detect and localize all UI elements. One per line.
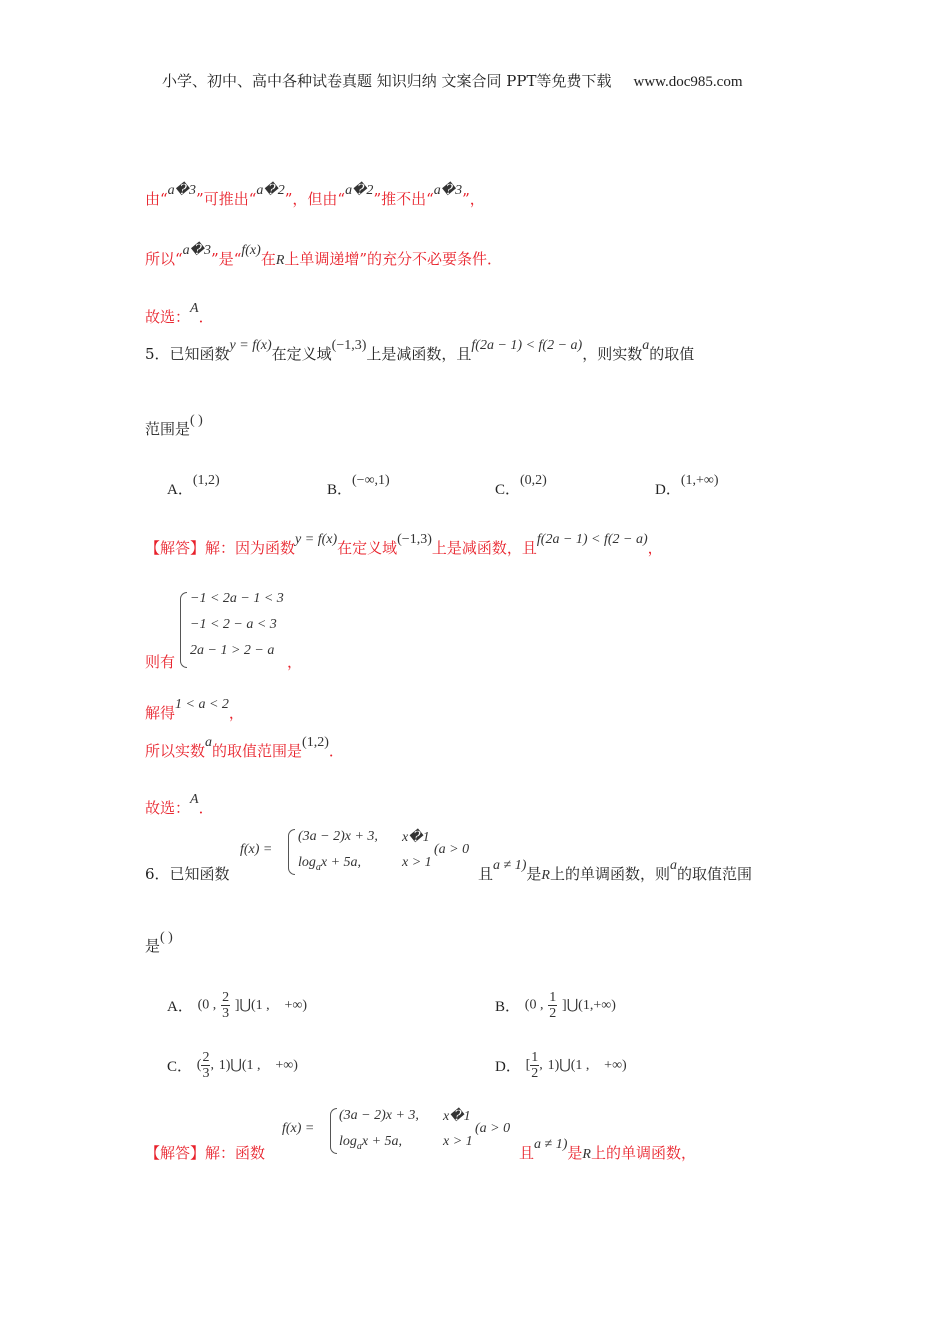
q6-acond: (a > 0 <box>434 842 470 857</box>
text: 解：函数 <box>205 1144 266 1162</box>
math: a <box>205 735 213 750</box>
text: ”可推出“ <box>196 190 257 208</box>
q6-option-a[interactable] <box>167 990 307 1021</box>
math: , <box>539 1057 543 1073</box>
math: (1,2) <box>302 735 329 750</box>
text: 则有 <box>145 653 176 671</box>
a6-tail <box>519 1137 696 1163</box>
page-header <box>162 70 743 91</box>
math: y = f(x) <box>295 532 338 547</box>
math: R <box>541 868 550 883</box>
option-label: A． <box>167 482 193 498</box>
text: 故选： <box>145 308 191 326</box>
math: ]⋃(1,+∞) <box>562 998 616 1013</box>
text: ， <box>647 539 663 557</box>
a6-fx: f(x) = <box>282 1121 315 1136</box>
text: 且 <box>478 865 494 883</box>
math: [ <box>525 1057 531 1073</box>
math: a ≠ 1) <box>493 858 527 873</box>
denominator: 3 <box>222 1006 230 1021</box>
option-value: (0,2) <box>520 473 547 488</box>
prev-line-3 <box>145 301 214 327</box>
q5-option-d[interactable] <box>655 473 719 499</box>
text: 的取值范围 <box>676 865 752 883</box>
text: 所以实数 <box>145 742 206 760</box>
system-row: −1 < 2a − 1 < 3 <box>190 591 284 606</box>
q6-stem-tail <box>478 858 752 884</box>
piecewise-brace <box>288 829 295 875</box>
numerator: 2 <box>202 1050 210 1065</box>
math: a�2 <box>345 183 374 198</box>
fraction <box>530 1050 539 1081</box>
math: log <box>298 855 316 870</box>
text: 解：因为函数 <box>205 539 296 557</box>
text: ”，但由“ <box>284 190 346 208</box>
q6-option-d[interactable] <box>495 1050 627 1081</box>
text: 上是减函数，且 <box>366 345 472 363</box>
option-value: (1,+∞) <box>680 473 719 488</box>
math: log <box>339 1134 357 1149</box>
math: +∞) <box>604 1057 627 1073</box>
math: f(2a − 1) < f(2 − a) <box>471 338 583 353</box>
prev-line-1 <box>145 183 485 209</box>
header-text: 小学、初中、高中各种试卷真题 知识归纳 文案合同 PPT等免费下载 <box>162 72 612 90</box>
q5-stem-line2 <box>145 413 203 439</box>
system-row: 2a − 1 > 2 − a <box>190 643 275 658</box>
q5-option-a[interactable] <box>167 473 220 499</box>
a6-acond: (a > 0 <box>475 1121 511 1136</box>
math: a ≠ 1) <box>534 1137 568 1152</box>
text: 由“ <box>145 190 168 208</box>
math: (0 , <box>197 997 217 1013</box>
math: (−1,3) <box>331 338 367 353</box>
denominator: 2 <box>549 1006 557 1021</box>
math: +∞) <box>275 1057 298 1073</box>
q6-option-c[interactable] <box>167 1050 298 1081</box>
text: 故选： <box>145 799 191 817</box>
a5-solve <box>145 697 244 723</box>
text: 上单调递增”的充分不必要条件． <box>284 250 503 268</box>
system-row: −1 < 2 − a < 3 <box>190 617 277 632</box>
text: ． <box>198 799 214 817</box>
math: ( <box>196 1057 202 1073</box>
math: y = f(x) <box>229 338 272 353</box>
answer-tag: 【解答】 <box>145 539 206 557</box>
numerator: 1 <box>549 990 557 1005</box>
q6-case1: (3a − 2)x + 3, <box>298 829 378 844</box>
q5-option-c[interactable] <box>495 473 547 499</box>
system-brace <box>180 592 187 668</box>
piecewise-brace <box>330 1108 337 1154</box>
math: a�3 <box>182 243 212 258</box>
math: R <box>582 1147 591 1162</box>
a6-cond2: x > 1 <box>443 1134 473 1149</box>
text: ． <box>328 742 344 760</box>
a6-case2 <box>339 1134 402 1152</box>
text: 在定义域 <box>271 345 332 363</box>
text: ”推不出“ <box>373 190 434 208</box>
text: ”是“ <box>211 250 242 268</box>
a5-select <box>145 792 214 818</box>
math: (0 , <box>524 997 544 1013</box>
option-value: (1,2) <box>192 473 220 488</box>
q5-number: 5．已知函数 <box>145 345 230 363</box>
q6-stem-line2 <box>145 930 173 956</box>
math: ]⋃(1 , <box>234 998 270 1013</box>
math: A <box>190 792 199 807</box>
a6-cond1: x�1 <box>443 1109 471 1124</box>
q6-cond1: x�1 <box>402 830 430 845</box>
text: 在 <box>260 250 276 268</box>
numerator: 2 <box>222 990 230 1005</box>
prev-line-2 <box>145 243 503 269</box>
math: a <box>356 1140 362 1152</box>
a5-line-1 <box>145 532 663 558</box>
text: ， <box>228 704 244 722</box>
option-label: B． <box>495 999 521 1015</box>
q6-fx: f(x) = <box>240 842 273 857</box>
fraction <box>221 990 230 1021</box>
math: f(x) <box>241 243 261 258</box>
a5-result <box>145 735 344 761</box>
text: 范围是 <box>145 420 191 438</box>
text: ，则实数 <box>582 345 643 363</box>
math: (−1,3) <box>397 532 432 547</box>
denominator: 2 <box>531 1066 539 1081</box>
q6-case2 <box>298 855 361 873</box>
option-label: C． <box>495 482 521 498</box>
text: 所以“ <box>145 250 183 268</box>
math: R <box>275 253 285 268</box>
text: 的取值范围是 <box>212 742 303 760</box>
q5-option-b[interactable] <box>327 473 390 499</box>
q6-option-b[interactable] <box>495 990 616 1021</box>
math: f(2a − 1) < f(2 − a) <box>536 532 648 547</box>
numerator: 1 <box>531 1050 539 1065</box>
text: 且 <box>519 1144 535 1162</box>
header-url[interactable]: www.doc985.com <box>633 74 743 90</box>
math: a�3 <box>167 183 197 198</box>
answer-blank: ( ) <box>160 930 173 945</box>
option-label: B． <box>327 482 353 498</box>
option-value: (−∞,1) <box>352 473 390 488</box>
math: a�2 <box>256 183 285 198</box>
text: 是 <box>526 865 542 883</box>
fraction <box>548 990 557 1021</box>
answer-tag: 【解答】 <box>145 1144 206 1162</box>
text: 的取值 <box>649 345 695 363</box>
math: x + 5a, <box>361 1134 403 1149</box>
text: 在定义域 <box>337 539 398 557</box>
option-label: A． <box>167 999 193 1015</box>
math: a <box>315 861 321 873</box>
text: 是 <box>567 1144 583 1162</box>
math: a�3 <box>433 183 463 198</box>
denominator: 3 <box>202 1066 210 1081</box>
math: a <box>642 338 650 353</box>
a6-case1: (3a − 2)x + 3, <box>339 1108 419 1123</box>
text: ． <box>198 308 214 326</box>
q6-cond2: x > 1 <box>402 855 432 870</box>
text: 上的单调函数， <box>590 1144 696 1162</box>
text: 是 <box>145 937 161 955</box>
a6-lead <box>145 1142 265 1163</box>
math: x + 5a, <box>320 855 362 870</box>
math: A <box>190 301 199 316</box>
math: 1 < a < 2 <box>175 697 229 712</box>
text: ， <box>287 653 303 671</box>
option-label: C． <box>167 1059 193 1075</box>
math: 1)⋃(1 , <box>218 1058 261 1073</box>
text: 解得 <box>145 704 176 722</box>
option-label: D． <box>655 482 681 498</box>
answer-blank: ( ) <box>190 413 203 428</box>
q6-number: 6．已知函数 <box>145 865 230 883</box>
text: 上是减函数，且 <box>431 539 537 557</box>
option-label: D． <box>495 1059 521 1075</box>
math: 1)⋃(1 , <box>547 1058 590 1073</box>
math: +∞) <box>284 997 307 1013</box>
q5-stem <box>145 338 695 364</box>
math: a <box>669 858 677 873</box>
text: ”， <box>462 190 485 208</box>
math: , <box>210 1057 214 1073</box>
text: 上的单调函数，则 <box>549 865 670 883</box>
